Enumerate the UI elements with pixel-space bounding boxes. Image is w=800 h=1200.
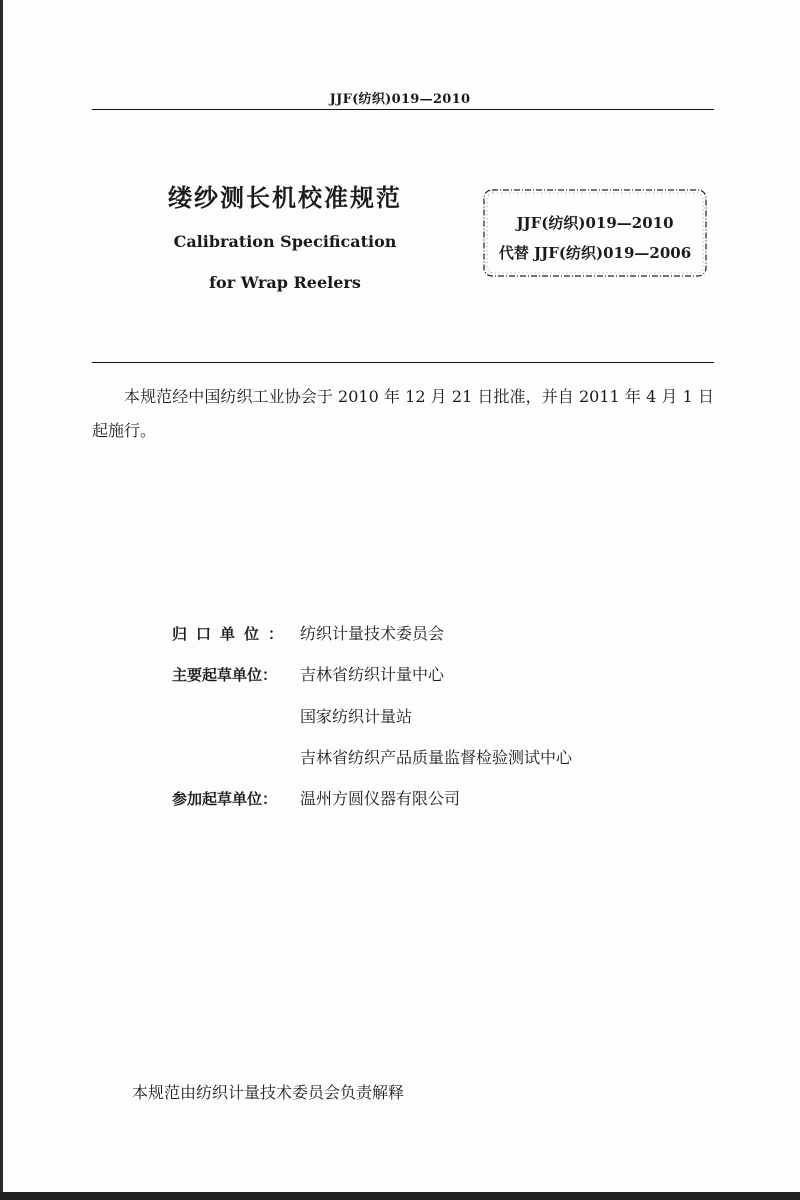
main-drafting-value: 吉林省纺织产品质量监督检验测试中心 [300, 748, 573, 767]
title-chinese: 缕纱测长机校准规范 [168, 184, 402, 212]
title-rule [92, 362, 714, 363]
responsible-unit-label: 归口单位： [172, 625, 293, 643]
responsible-unit-row [172, 622, 444, 646]
decorative-chain-border [481, 187, 709, 279]
main-drafting-value: 国家纺织计量站 [300, 707, 413, 726]
specification-code-box [481, 187, 709, 279]
participating-drafting-label: 参加起草单位： [172, 790, 278, 808]
header-rule [92, 109, 714, 110]
running-header: JJF(纺织)019—2010 [329, 92, 471, 107]
participating-drafting-row [172, 787, 460, 811]
approval-statement: 本规范经中国纺织工业协会于 2010 年 12 月 21 日批准，并自 2011 年 4 月 1 日起施行。 [92, 387, 714, 440]
interpretation-note: 本规范由纺织计量技术委员会负责解释 [132, 1083, 405, 1102]
responsible-unit-value: 纺织计量技术委员会 [300, 624, 445, 643]
current-code: JJF(纺织)019—2010 [516, 214, 674, 232]
scan-left-edge [0, 0, 3, 1200]
title-english-line1: Calibration Specification [173, 232, 397, 251]
title-english-line2: for Wrap Reelers [209, 273, 361, 292]
main-drafting-label: 主要起草单位： [172, 666, 278, 684]
main-drafting-row [172, 663, 444, 687]
replaced-code: 代替 JJF(纺织)019—2006 [498, 244, 692, 262]
main-drafting-value: 吉林省纺织计量中心 [300, 665, 445, 684]
participating-drafting-value: 温州方圆仪器有限公司 [300, 789, 461, 808]
scan-bottom-edge [0, 1192, 800, 1200]
